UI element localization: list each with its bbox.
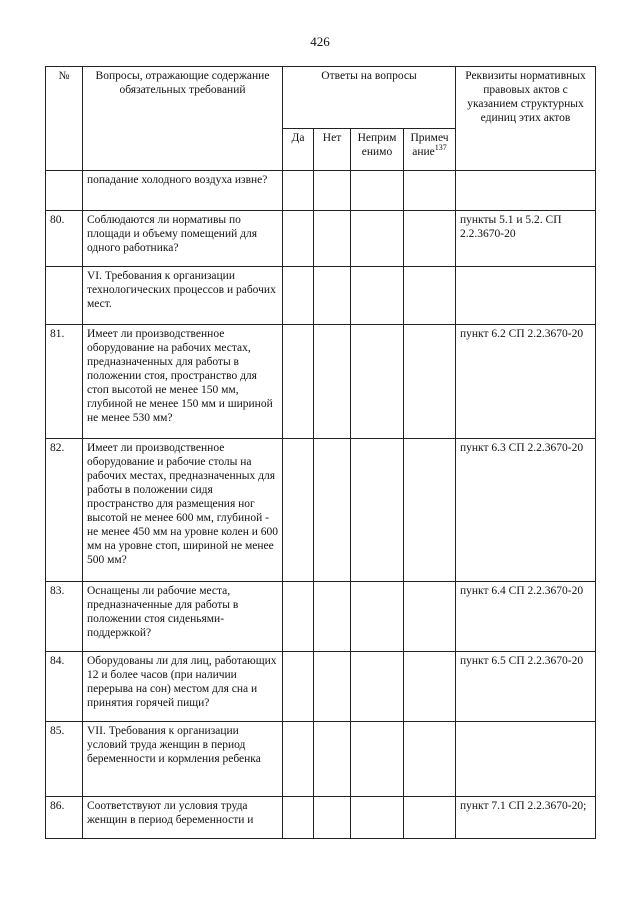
table-row xyxy=(46,325,596,439)
header-questions: Вопросы, отражающие содержание обязательных требований xyxy=(83,67,283,171)
header-note xyxy=(404,129,456,171)
answer-note-cell xyxy=(404,722,456,797)
answer-no-cell xyxy=(314,171,351,211)
header-note-label: Примеч ание xyxy=(410,132,449,158)
answer-no-cell xyxy=(314,722,351,797)
answer-no-cell xyxy=(314,652,351,722)
answer-yes-cell xyxy=(283,211,314,267)
header-note-footnote: 137 xyxy=(434,143,447,153)
answer-na-cell xyxy=(351,652,404,722)
header-not-applicable: Неприм енимо xyxy=(351,129,404,171)
row-num: 85. xyxy=(46,722,83,797)
row-num: 80. xyxy=(46,211,83,267)
row-reference: пункт 6.2 СП 2.2.3670-20 xyxy=(456,325,596,439)
header-answers: Ответы на вопросы xyxy=(283,67,456,129)
answer-yes-cell xyxy=(283,797,314,839)
answer-yes-cell xyxy=(283,722,314,797)
answer-na-cell xyxy=(351,797,404,839)
row-question: попадание холодного воздуха извне? xyxy=(83,171,283,211)
answer-na-cell xyxy=(351,211,404,267)
answer-yes-cell xyxy=(283,439,314,582)
answer-yes-cell xyxy=(283,582,314,652)
answer-note-cell xyxy=(404,439,456,582)
table-row xyxy=(46,797,596,839)
row-question: Соответствуют ли условия труда женщин в период беременности и xyxy=(83,797,283,839)
row-num: 84. xyxy=(46,652,83,722)
answer-no-cell xyxy=(314,325,351,439)
row-reference: пункт 6.3 СП 2.2.3670-20 xyxy=(456,439,596,582)
row-reference: пункт 6.4 СП 2.2.3670-20 xyxy=(456,582,596,652)
requirements-table xyxy=(45,66,596,839)
section-row xyxy=(46,267,596,325)
row-question: Соблюдаются ли нормативы по площади и объему помещений для одного работника? xyxy=(83,211,283,267)
answer-na-cell xyxy=(351,171,404,211)
answer-note-cell xyxy=(404,171,456,211)
section-title: VII. Требования к организации условий труда женщин в период беременности и кормления ребенка xyxy=(83,722,283,797)
row-num: 81. xyxy=(46,325,83,439)
row-reference xyxy=(456,267,596,325)
row-question: Оснащены ли рабочие места, предназначенные для работы в положении стоя сиденьями-поддержкой? xyxy=(83,582,283,652)
answer-note-cell xyxy=(404,325,456,439)
table-row xyxy=(46,652,596,722)
answer-no-cell xyxy=(314,439,351,582)
table-row xyxy=(46,439,596,582)
answer-note-cell xyxy=(404,582,456,652)
header-yes: Да xyxy=(283,129,314,171)
answer-no-cell xyxy=(314,211,351,267)
table-row xyxy=(46,582,596,652)
answer-note-cell xyxy=(404,267,456,325)
answer-na-cell xyxy=(351,722,404,797)
answer-na-cell xyxy=(351,439,404,582)
table-row xyxy=(46,211,596,267)
row-question: Имеет ли производственное оборудование и рабочие столы на рабочих местах, предназначенных для работы в положении сидя пространство для размещения ног высотой не менее 600 мм, глубиной - не менее 450 мм на уровне колен и 600 мм на уровне стоп, шириной не менее 500 мм? xyxy=(83,439,283,582)
row-question: Имеет ли производственное оборудование на рабочих местах, предназначенных для работы в положении стоя, пространство для стоп высотой не менее 150 мм, глубиной не менее 150 мм и шириной не менее 530 мм? xyxy=(83,325,283,439)
row-reference xyxy=(456,171,596,211)
answer-na-cell xyxy=(351,582,404,652)
section-title: VI. Требования к организации технологических процессов и рабочих мест. xyxy=(83,267,283,325)
row-reference: пункт 6.5 СП 2.2.3670-20 xyxy=(456,652,596,722)
row-question: Оборудованы ли для лиц, работающих 12 и более часов (при наличии перерыва на сон) местом для сна и принятия горячей пищи? xyxy=(83,652,283,722)
answer-no-cell xyxy=(314,267,351,325)
page-number: 426 xyxy=(310,34,330,49)
answer-yes-cell xyxy=(283,171,314,211)
header-num: № xyxy=(46,67,83,171)
answer-yes-cell xyxy=(283,652,314,722)
row-reference xyxy=(456,722,596,797)
table-row xyxy=(46,171,596,211)
row-num xyxy=(46,267,83,325)
answer-na-cell xyxy=(351,267,404,325)
answer-note-cell xyxy=(404,211,456,267)
answer-yes-cell xyxy=(283,325,314,439)
row-reference: пункт 7.1 СП 2.2.3670-20; xyxy=(456,797,596,839)
answer-na-cell xyxy=(351,325,404,439)
row-num: 86. xyxy=(46,797,83,839)
header-requisites: Реквизиты нормативных правовых актов с указанием структурных единиц этих актов xyxy=(456,67,596,171)
row-reference: пункты 5.1 и 5.2. СП 2.2.3670-20 xyxy=(456,211,596,267)
answer-no-cell xyxy=(314,797,351,839)
answer-no-cell xyxy=(314,582,351,652)
header-no: Нет xyxy=(314,129,351,171)
answer-note-cell xyxy=(404,797,456,839)
answer-yes-cell xyxy=(283,267,314,325)
row-num: 83. xyxy=(46,582,83,652)
answer-note-cell xyxy=(404,652,456,722)
row-num xyxy=(46,171,83,211)
row-num: 82. xyxy=(46,439,83,582)
section-row xyxy=(46,722,596,797)
